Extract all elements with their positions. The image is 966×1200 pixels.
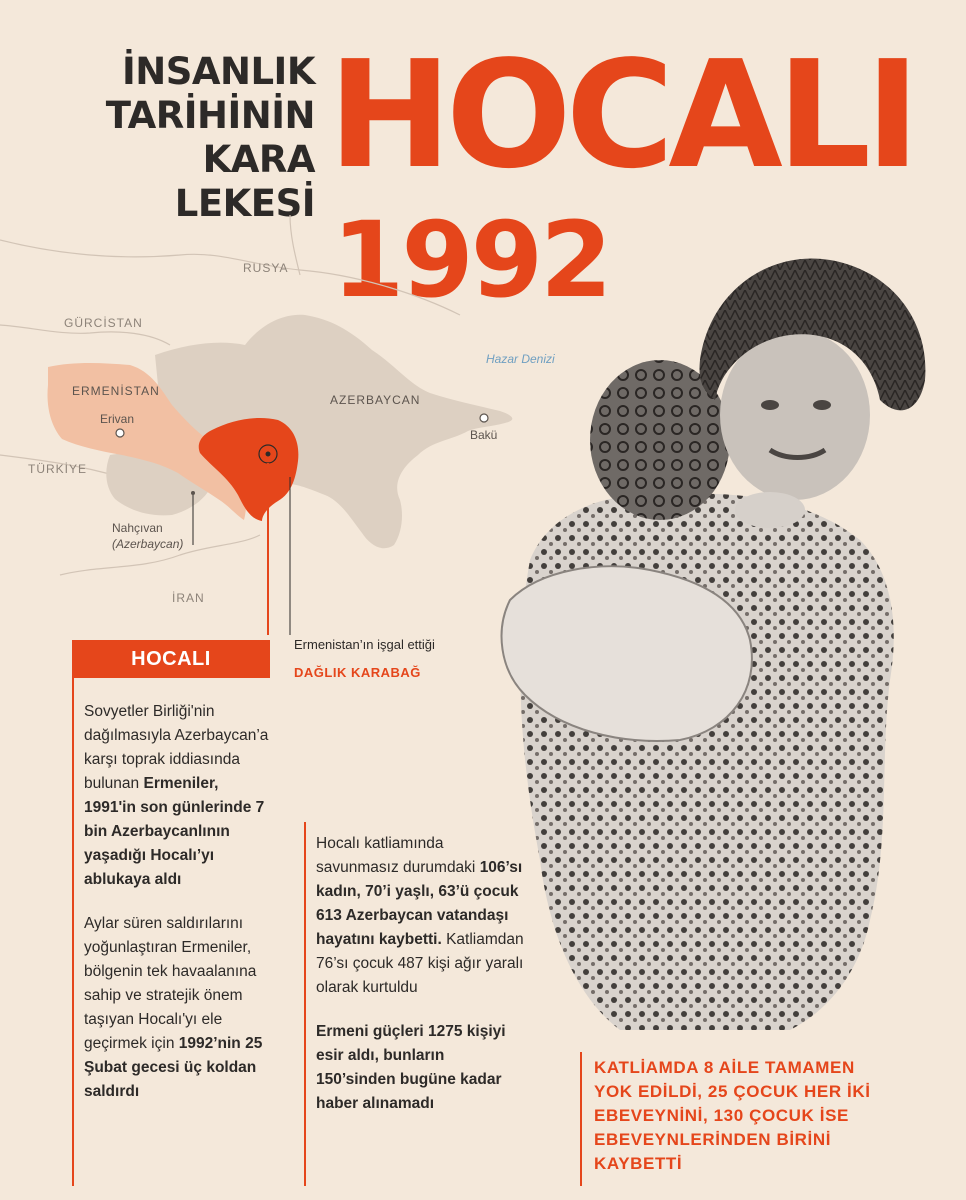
map-label-armenia: ERMENİSTAN: [72, 384, 160, 398]
col1-p1-text: Sovyetler Birliği'nin dağılmasıyla Azerbaycan’a karşı toprak iddiasında bulunan: [84, 703, 269, 792]
map-label-iran: İRAN: [172, 591, 205, 605]
left-eye-shape: [761, 400, 779, 410]
map-city-yerevan: Erivan: [100, 412, 135, 426]
occupied-region-name: DAĞLIK KARABAĞ: [294, 665, 421, 680]
col1-p2-bold: 1992’nin 25 Şubat gecesi üç koldan saldırdı: [84, 1035, 263, 1100]
page-title: HOCALI: [328, 29, 915, 201]
column-1: [84, 700, 274, 1124]
col2-p1-bold: 106’sı kadın, 70’i yaşlı, 63’ü çocuk 613 Azerbaycan vatandaşı hayatını kaybetti.: [316, 859, 523, 948]
map-label-nakhchivan-note: (Azerbaycan): [112, 537, 184, 551]
title-year: 1992: [332, 199, 610, 321]
col2-accent-line: [304, 822, 306, 1186]
azerbaijan-shape: [153, 315, 512, 548]
nakhchivan-dot: [191, 491, 195, 495]
highlight-accent-line: [580, 1052, 582, 1186]
col1-paragraph-1: [84, 700, 274, 892]
map-label-georgia: GÜRCİSTAN: [64, 316, 143, 330]
col1-p2-text: Aylar süren saldırılarını yoğunlaştıran Ermeniler, bölgenin tek havaalanına sahip ve stratejik önem taşıyan Hocalı'yı ele geçirmek için: [84, 915, 257, 1052]
col2-p1-tail: Katliamdan 76’sı çocuk 487 kişi ağır yaralı olarak kurtuldu: [316, 931, 524, 996]
child-face-shape: [720, 330, 870, 500]
col1-p1-bold: Ermeniler, 1991'in son günlerinde 7 bin Azerbaycanlının yaşadığı Hocalı’yı ablukaya aldı: [84, 775, 265, 888]
section-tag: HOCALI: [72, 640, 270, 678]
col2-p1-text: Hocalı katliamında savunmasız durumdaki: [316, 835, 480, 876]
map-label-nakhchivan: Nahçıvan: [112, 521, 163, 535]
subtitle-line-1: İNSANLIK: [122, 50, 315, 93]
col1-accent-line: [72, 678, 74, 1186]
hand-shape: [735, 492, 805, 528]
map-label-russia: RUSYA: [243, 261, 289, 275]
right-eye-shape: [813, 400, 831, 410]
subtitle-line-2: TARİHİNİN: [105, 94, 315, 137]
map-label-turkey: TÜRKİYE: [28, 462, 88, 476]
highlight-statement: KATLİAMDA 8 AİLE TAMAMEN YOK EDİLDİ, 25 ÇOCUK HER İKİ EBEVEYNİNİ, 130 ÇOCUK İSE EBEVEYNLERİNDEN BİRİNİ KAYBETTİ: [594, 1058, 871, 1173]
map-city-baku: Bakü: [470, 428, 498, 442]
yerevan-marker: [116, 429, 124, 437]
subtitle-line-3: KARA LEKESİ: [174, 138, 315, 225]
headline-subtitle: [70, 50, 315, 226]
map-label-caspian: Hazar Denizi: [486, 352, 555, 366]
hocali-dot: [266, 452, 271, 457]
col1-paragraph-2: [84, 912, 274, 1104]
occupied-caption: Ermenistan’ın işgal ettiği: [294, 637, 435, 652]
col2-p2-bold: Ermeni güçleri 1275 kişiyi esir aldı, bunların 150’sinden bugüne kadar haber alınamadı: [316, 1023, 506, 1112]
child-photo: [470, 240, 950, 1040]
map-label-azerbaijan: AZERBAYCAN: [330, 393, 421, 407]
